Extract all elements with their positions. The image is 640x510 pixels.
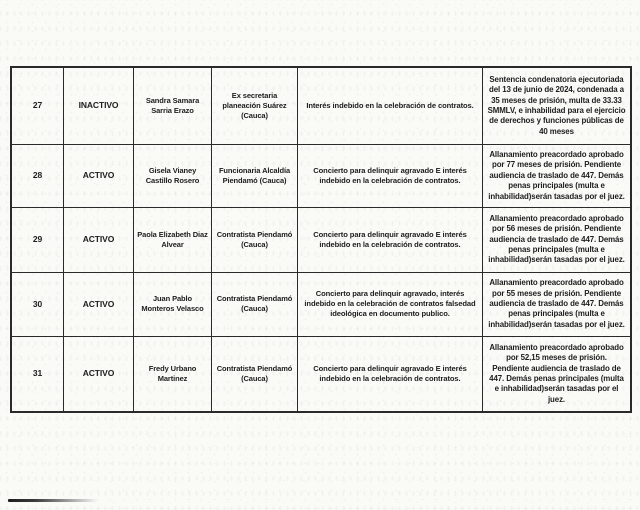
cell-position: Ex secretaria planeación Suárez (Cauca) xyxy=(212,68,298,144)
cell-charge: Interés indebido en la celebración de contratos. xyxy=(298,68,483,144)
table-row xyxy=(12,208,630,273)
table-row xyxy=(12,145,630,208)
table-row xyxy=(12,68,630,145)
cell-status: INACTIVO xyxy=(64,68,134,144)
bottom-partial-line xyxy=(8,499,98,502)
cell-outcome: Allanamiento preacordado aprobado por 55 meses de prisión. Pendiente audiencia de traslado de 447. Demás penas principales (multa e inhabilidad)serán tasadas por el juez. xyxy=(488,278,625,329)
cell-name: Sandra Samara Sarria Erazo xyxy=(134,68,212,144)
cell-position: Contratista Piendamó (Cauca) xyxy=(212,208,298,272)
table-row xyxy=(12,273,630,338)
cell-outcome: Sentencia condenatoria ejecutoriada del 13 de junio de 2024, condenada a 35 meses de prisión, multa de 33.33 SMMLV, e inhabilidad para el ejercicio de derechos y funciones públicas de 40 meses xyxy=(487,74,626,136)
cell-outcome: Allanamiento preacordado aprobado por 77 meses de prisión. Pendiente audiencia de traslado de 447. Demás penas principales (multa e inhabilidad)serán tasadas por el juez. xyxy=(488,149,625,201)
cell-name: Juan Pablo Monteros Velasco xyxy=(134,273,212,337)
cell-number: 28 xyxy=(12,145,64,207)
cell-number: 27 xyxy=(12,68,64,144)
cell-name: Fredy Urbano Martinez xyxy=(134,337,212,411)
cell-charge: Concierto para delinquir agravado E interés indebido en la celebración de contratos. xyxy=(298,145,483,207)
cell-status: ACTIVO xyxy=(64,273,134,337)
cell-charge: Concierto para delinquir agravado E interés indebido en la celebración de contratos. xyxy=(298,208,483,272)
cell-outcome: Allanamiento preacordado aprobado por 56 meses de prisión. Pendiente audiencia de traslado de 447. Demás penas principales (multa e inhabilidad)serán tasadas por el juez. xyxy=(488,213,625,265)
cell-status: ACTIVO xyxy=(64,337,134,411)
cell-charge: Concierto para delinquir agravado E interés indebido en la celebración de contratos. xyxy=(298,337,483,411)
cell-name: Paola Elizabeth Diaz Alvear xyxy=(134,208,212,272)
cell-number: 29 xyxy=(12,208,64,272)
cell-number: 30 xyxy=(12,273,64,337)
cell-charge: Concierto para delinquir agravado, interés indebido en la celebración de contratos falsedad ideológica en documento publico. xyxy=(298,273,483,337)
cell-name: Gisela Vianey Castillo Rosero xyxy=(134,145,212,207)
cell-position: Funcionaria Alcaldía Piendamó (Cauca) xyxy=(212,145,298,207)
cell-position: Contratista Piendamó (Cauca) xyxy=(212,273,298,337)
table-row xyxy=(12,337,630,411)
cell-number: 31 xyxy=(12,337,64,411)
cell-outcome: Allanamiento preacordado aprobado por 52,15 meses de prisión. Pendiente audiencia de traslado de 447. Demás penas principales (multa e inhabilidad)serán tasadas por el juez. xyxy=(489,342,624,404)
defendants-table xyxy=(10,66,632,413)
cell-status: ACTIVO xyxy=(64,145,134,207)
cell-status: ACTIVO xyxy=(64,208,134,272)
cell-position: Contratista Piendamó (Cauca) xyxy=(212,337,298,411)
